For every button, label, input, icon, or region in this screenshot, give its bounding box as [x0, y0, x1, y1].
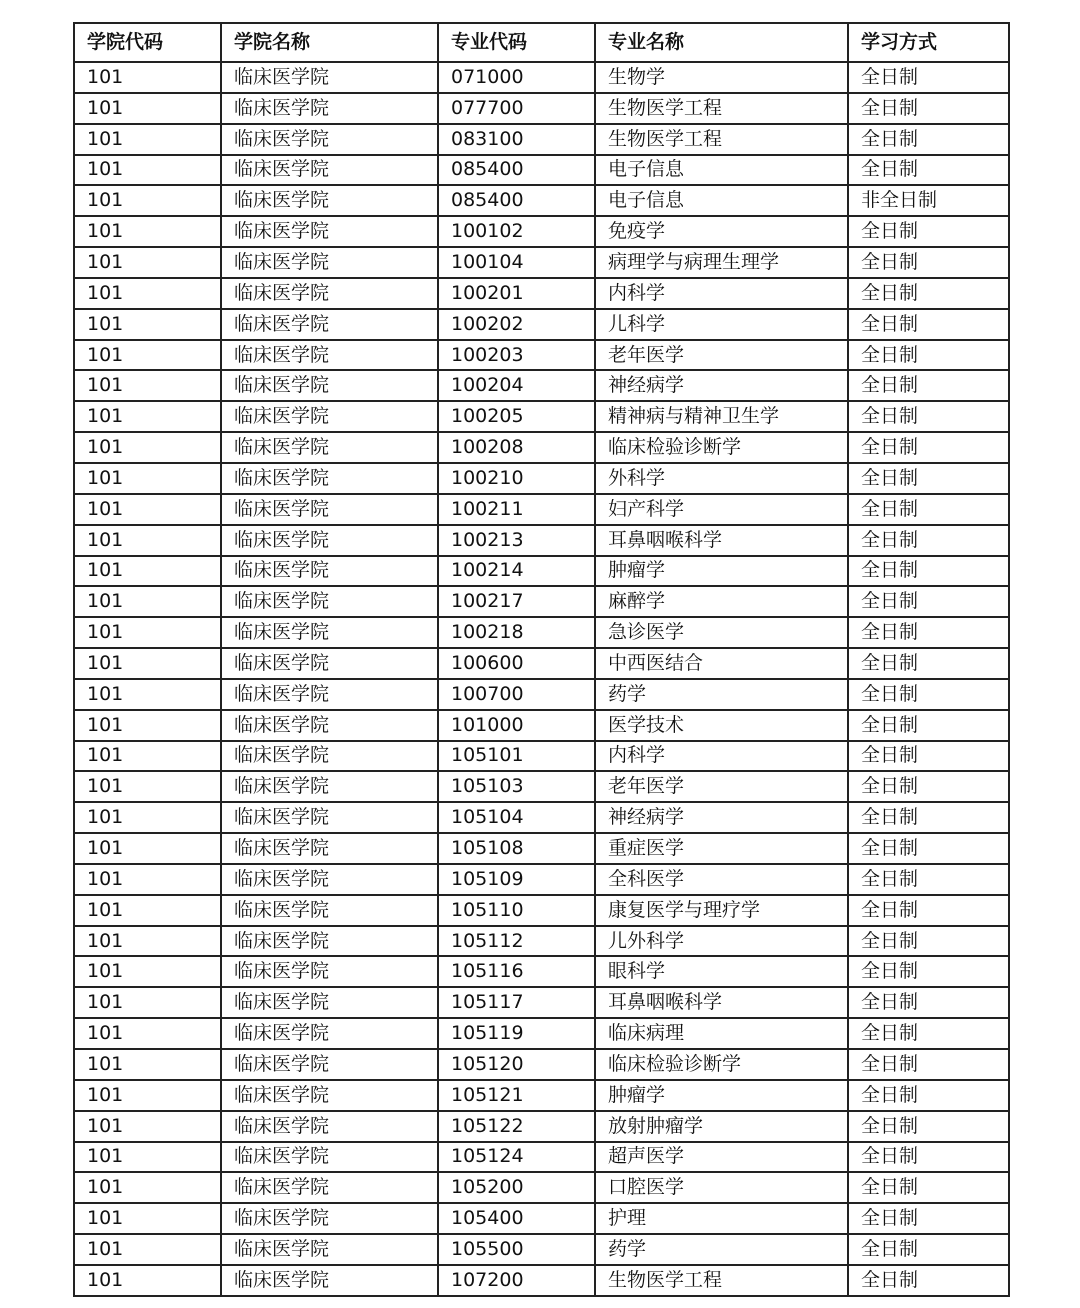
cell-study-mode: 全日制: [848, 278, 1009, 309]
majors-table: [73, 22, 1010, 1297]
table-row: [74, 525, 1009, 556]
cell-major-name: 肿瘤学: [595, 556, 848, 587]
header-major-name: 专业名称: [595, 23, 848, 62]
cell-major-name: 眼科学: [595, 956, 848, 987]
cell-study-mode: 全日制: [848, 895, 1009, 926]
table-row: [74, 648, 1009, 679]
cell-college-name: 临床医学院: [221, 1142, 438, 1173]
cell-major-name: 生物学: [595, 62, 848, 93]
cell-college-code: 101: [74, 1018, 221, 1049]
cell-study-mode: 全日制: [848, 1080, 1009, 1111]
header-major-code: 专业代码: [438, 23, 595, 62]
cell-college-code: 101: [74, 1142, 221, 1173]
cell-major-name: 儿外科学: [595, 926, 848, 957]
cell-major-name: 免疫学: [595, 216, 848, 247]
cell-college-code: 101: [74, 648, 221, 679]
cell-major-name: 护理: [595, 1203, 848, 1234]
header-college-name: 学院名称: [221, 23, 438, 62]
cell-major-name: 药学: [595, 1234, 848, 1265]
cell-college-name: 临床医学院: [221, 1018, 438, 1049]
cell-major-code: 077700: [438, 93, 595, 124]
cell-college-code: 101: [74, 586, 221, 617]
cell-major-code: 100214: [438, 556, 595, 587]
cell-major-code: 105101: [438, 741, 595, 772]
table-row: [74, 926, 1009, 957]
cell-major-code: 100203: [438, 340, 595, 371]
cell-study-mode: 全日制: [848, 340, 1009, 371]
table-row: [74, 155, 1009, 186]
cell-major-name: 神经病学: [595, 802, 848, 833]
cell-college-name: 临床医学院: [221, 771, 438, 802]
cell-college-code: 101: [74, 494, 221, 525]
cell-study-mode: 全日制: [848, 463, 1009, 494]
header-row: [74, 23, 1009, 62]
cell-college-code: 101: [74, 771, 221, 802]
table-row: [74, 1203, 1009, 1234]
cell-college-code: 101: [74, 833, 221, 864]
cell-college-name: 临床医学院: [221, 278, 438, 309]
cell-college-name: 临床医学院: [221, 494, 438, 525]
cell-major-name: 耳鼻咽喉科学: [595, 987, 848, 1018]
cell-major-code: 105109: [438, 864, 595, 895]
table-row: [74, 62, 1009, 93]
cell-major-code: 100208: [438, 432, 595, 463]
cell-study-mode: 全日制: [848, 1234, 1009, 1265]
cell-college-code: 101: [74, 278, 221, 309]
cell-college-name: 临床医学院: [221, 648, 438, 679]
cell-college-code: 101: [74, 340, 221, 371]
cell-major-code: 100600: [438, 648, 595, 679]
cell-college-name: 临床医学院: [221, 525, 438, 556]
cell-major-code: 105122: [438, 1111, 595, 1142]
cell-major-name: 放射肿瘤学: [595, 1111, 848, 1142]
table-row: [74, 432, 1009, 463]
cell-major-name: 病理学与病理生理学: [595, 247, 848, 278]
cell-major-code: 100201: [438, 278, 595, 309]
cell-study-mode: 全日制: [848, 93, 1009, 124]
cell-college-code: 101: [74, 62, 221, 93]
cell-college-code: 101: [74, 1111, 221, 1142]
cell-major-name: 外科学: [595, 463, 848, 494]
cell-college-code: 101: [74, 525, 221, 556]
cell-major-name: 中西医结合: [595, 648, 848, 679]
cell-college-code: 101: [74, 155, 221, 186]
cell-college-code: 101: [74, 1203, 221, 1234]
cell-major-name: 临床检验诊断学: [595, 1049, 848, 1080]
cell-college-name: 临床医学院: [221, 987, 438, 1018]
cell-study-mode: 全日制: [848, 679, 1009, 710]
cell-study-mode: 全日制: [848, 494, 1009, 525]
cell-study-mode: 全日制: [848, 833, 1009, 864]
cell-major-name: 肿瘤学: [595, 1080, 848, 1111]
cell-study-mode: 全日制: [848, 617, 1009, 648]
cell-college-name: 临床医学院: [221, 432, 438, 463]
cell-study-mode: 全日制: [848, 309, 1009, 340]
table-row: [74, 1234, 1009, 1265]
cell-college-name: 临床医学院: [221, 370, 438, 401]
cell-study-mode: 全日制: [848, 771, 1009, 802]
cell-college-name: 临床医学院: [221, 340, 438, 371]
table-row: [74, 1018, 1009, 1049]
cell-major-code: 105108: [438, 833, 595, 864]
cell-study-mode: 全日制: [848, 802, 1009, 833]
table-row: [74, 1265, 1009, 1296]
cell-college-name: 临床医学院: [221, 185, 438, 216]
cell-college-code: 101: [74, 247, 221, 278]
cell-college-code: 101: [74, 1234, 221, 1265]
table-row: [74, 617, 1009, 648]
cell-major-name: 急诊医学: [595, 617, 848, 648]
cell-college-name: 临床医学院: [221, 556, 438, 587]
cell-study-mode: 全日制: [848, 1265, 1009, 1296]
table-row: [74, 93, 1009, 124]
cell-college-code: 101: [74, 216, 221, 247]
cell-major-name: 神经病学: [595, 370, 848, 401]
cell-college-code: 101: [74, 679, 221, 710]
table-row: [74, 185, 1009, 216]
cell-study-mode: 全日制: [848, 124, 1009, 155]
cell-major-code: 100218: [438, 617, 595, 648]
table-row: [74, 401, 1009, 432]
cell-major-code: 105500: [438, 1234, 595, 1265]
cell-major-code: 105120: [438, 1049, 595, 1080]
cell-college-name: 临床医学院: [221, 401, 438, 432]
cell-college-name: 临床医学院: [221, 864, 438, 895]
cell-major-name: 电子信息: [595, 155, 848, 186]
table-row: [74, 864, 1009, 895]
cell-study-mode: 全日制: [848, 1172, 1009, 1203]
cell-college-name: 临床医学院: [221, 1265, 438, 1296]
table-row: [74, 1080, 1009, 1111]
cell-major-code: 105400: [438, 1203, 595, 1234]
table-row: [74, 247, 1009, 278]
cell-college-code: 101: [74, 1172, 221, 1203]
cell-college-name: 临床医学院: [221, 1203, 438, 1234]
table-row: [74, 278, 1009, 309]
cell-major-code: 071000: [438, 62, 595, 93]
cell-major-code: 105110: [438, 895, 595, 926]
cell-major-name: 生物医学工程: [595, 1265, 848, 1296]
cell-major-code: 105121: [438, 1080, 595, 1111]
cell-major-code: 105124: [438, 1142, 595, 1173]
cell-major-name: 妇产科学: [595, 494, 848, 525]
cell-college-name: 临床医学院: [221, 309, 438, 340]
cell-major-name: 全科医学: [595, 864, 848, 895]
cell-major-code: 100700: [438, 679, 595, 710]
table-row: [74, 556, 1009, 587]
table-row: [74, 586, 1009, 617]
cell-major-name: 老年医学: [595, 340, 848, 371]
table-row: [74, 1111, 1009, 1142]
table-row: [74, 370, 1009, 401]
table-row: [74, 1142, 1009, 1173]
cell-study-mode: 非全日制: [848, 185, 1009, 216]
cell-college-code: 101: [74, 1049, 221, 1080]
cell-college-code: 101: [74, 956, 221, 987]
cell-college-name: 临床医学院: [221, 1234, 438, 1265]
cell-major-name: 临床病理: [595, 1018, 848, 1049]
cell-college-code: 101: [74, 124, 221, 155]
cell-college-code: 101: [74, 93, 221, 124]
cell-major-code: 105103: [438, 771, 595, 802]
cell-college-name: 临床医学院: [221, 155, 438, 186]
cell-study-mode: 全日制: [848, 370, 1009, 401]
cell-college-name: 临床医学院: [221, 741, 438, 772]
table-row: [74, 679, 1009, 710]
cell-major-name: 电子信息: [595, 185, 848, 216]
cell-study-mode: 全日制: [848, 62, 1009, 93]
cell-major-code: 105116: [438, 956, 595, 987]
table-row: [74, 124, 1009, 155]
cell-major-code: 100104: [438, 247, 595, 278]
cell-study-mode: 全日制: [848, 155, 1009, 186]
header-college-code: 学院代码: [74, 23, 221, 62]
cell-study-mode: 全日制: [848, 648, 1009, 679]
cell-major-code: 100102: [438, 216, 595, 247]
cell-major-code: 085400: [438, 185, 595, 216]
cell-college-name: 临床医学院: [221, 710, 438, 741]
cell-college-name: 临床医学院: [221, 1080, 438, 1111]
cell-major-code: 100204: [438, 370, 595, 401]
cell-college-name: 临床医学院: [221, 833, 438, 864]
table-row: [74, 956, 1009, 987]
cell-major-name: 老年医学: [595, 771, 848, 802]
cell-college-code: 101: [74, 1265, 221, 1296]
cell-major-code: 100210: [438, 463, 595, 494]
cell-major-name: 耳鼻咽喉科学: [595, 525, 848, 556]
cell-major-name: 重症医学: [595, 833, 848, 864]
cell-college-code: 101: [74, 617, 221, 648]
cell-college-code: 101: [74, 463, 221, 494]
cell-college-name: 临床医学院: [221, 1111, 438, 1142]
cell-college-code: 101: [74, 741, 221, 772]
cell-study-mode: 全日制: [848, 1203, 1009, 1234]
cell-college-code: 101: [74, 926, 221, 957]
table-row: [74, 771, 1009, 802]
cell-major-code: 100202: [438, 309, 595, 340]
cell-major-name: 药学: [595, 679, 848, 710]
cell-major-name: 生物医学工程: [595, 124, 848, 155]
cell-study-mode: 全日制: [848, 432, 1009, 463]
cell-study-mode: 全日制: [848, 1049, 1009, 1080]
cell-major-code: 105119: [438, 1018, 595, 1049]
cell-major-code: 100211: [438, 494, 595, 525]
cell-college-code: 101: [74, 710, 221, 741]
cell-college-code: 101: [74, 1080, 221, 1111]
cell-major-name: 康复医学与理疗学: [595, 895, 848, 926]
cell-college-code: 101: [74, 185, 221, 216]
table-row: [74, 710, 1009, 741]
cell-college-name: 临床医学院: [221, 926, 438, 957]
cell-study-mode: 全日制: [848, 956, 1009, 987]
cell-college-code: 101: [74, 895, 221, 926]
table-body: [74, 62, 1009, 1296]
table-row: [74, 216, 1009, 247]
cell-college-name: 临床医学院: [221, 62, 438, 93]
cell-study-mode: 全日制: [848, 525, 1009, 556]
cell-major-code: 105104: [438, 802, 595, 833]
cell-study-mode: 全日制: [848, 926, 1009, 957]
cell-major-code: 107200: [438, 1265, 595, 1296]
cell-study-mode: 全日制: [848, 710, 1009, 741]
cell-college-code: 101: [74, 556, 221, 587]
cell-study-mode: 全日制: [848, 556, 1009, 587]
cell-major-code: 083100: [438, 124, 595, 155]
table-row: [74, 895, 1009, 926]
cell-college-name: 临床医学院: [221, 124, 438, 155]
cell-college-code: 101: [74, 401, 221, 432]
cell-major-code: 105112: [438, 926, 595, 957]
table-row: [74, 463, 1009, 494]
cell-college-name: 临床医学院: [221, 1049, 438, 1080]
cell-college-name: 临床医学院: [221, 956, 438, 987]
cell-study-mode: 全日制: [848, 1111, 1009, 1142]
cell-college-name: 临床医学院: [221, 1172, 438, 1203]
cell-college-name: 临床医学院: [221, 586, 438, 617]
table-row: [74, 802, 1009, 833]
cell-study-mode: 全日制: [848, 864, 1009, 895]
cell-major-name: 内科学: [595, 741, 848, 772]
cell-major-code: 100217: [438, 586, 595, 617]
cell-college-name: 临床医学院: [221, 216, 438, 247]
cell-study-mode: 全日制: [848, 247, 1009, 278]
table-row: [74, 340, 1009, 371]
cell-college-code: 101: [74, 309, 221, 340]
cell-major-code: 085400: [438, 155, 595, 186]
header-study-mode: 学习方式: [848, 23, 1009, 62]
table-row: [74, 309, 1009, 340]
cell-study-mode: 全日制: [848, 1142, 1009, 1173]
cell-college-code: 101: [74, 802, 221, 833]
cell-study-mode: 全日制: [848, 987, 1009, 1018]
cell-college-name: 临床医学院: [221, 802, 438, 833]
table-row: [74, 987, 1009, 1018]
cell-college-code: 101: [74, 864, 221, 895]
table-row: [74, 833, 1009, 864]
cell-major-name: 儿科学: [595, 309, 848, 340]
cell-major-name: 医学技术: [595, 710, 848, 741]
table-row: [74, 494, 1009, 525]
cell-major-name: 口腔医学: [595, 1172, 848, 1203]
cell-major-code: 100213: [438, 525, 595, 556]
cell-college-code: 101: [74, 987, 221, 1018]
cell-major-code: 101000: [438, 710, 595, 741]
cell-college-code: 101: [74, 432, 221, 463]
cell-major-name: 麻醉学: [595, 586, 848, 617]
cell-study-mode: 全日制: [848, 216, 1009, 247]
table-row: [74, 1049, 1009, 1080]
cell-major-name: 内科学: [595, 278, 848, 309]
cell-college-name: 临床医学院: [221, 617, 438, 648]
table-row: [74, 741, 1009, 772]
cell-major-name: 精神病与精神卫生学: [595, 401, 848, 432]
cell-college-name: 临床医学院: [221, 247, 438, 278]
cell-study-mode: 全日制: [848, 586, 1009, 617]
cell-college-name: 临床医学院: [221, 463, 438, 494]
cell-college-name: 临床医学院: [221, 679, 438, 710]
cell-college-name: 临床医学院: [221, 93, 438, 124]
cell-major-name: 生物医学工程: [595, 93, 848, 124]
cell-major-name: 超声医学: [595, 1142, 848, 1173]
cell-study-mode: 全日制: [848, 741, 1009, 772]
table-row: [74, 1172, 1009, 1203]
cell-study-mode: 全日制: [848, 401, 1009, 432]
cell-college-name: 临床医学院: [221, 895, 438, 926]
cell-study-mode: 全日制: [848, 1018, 1009, 1049]
cell-college-code: 101: [74, 370, 221, 401]
cell-major-code: 105117: [438, 987, 595, 1018]
cell-major-name: 临床检验诊断学: [595, 432, 848, 463]
cell-major-code: 105200: [438, 1172, 595, 1203]
cell-major-code: 100205: [438, 401, 595, 432]
